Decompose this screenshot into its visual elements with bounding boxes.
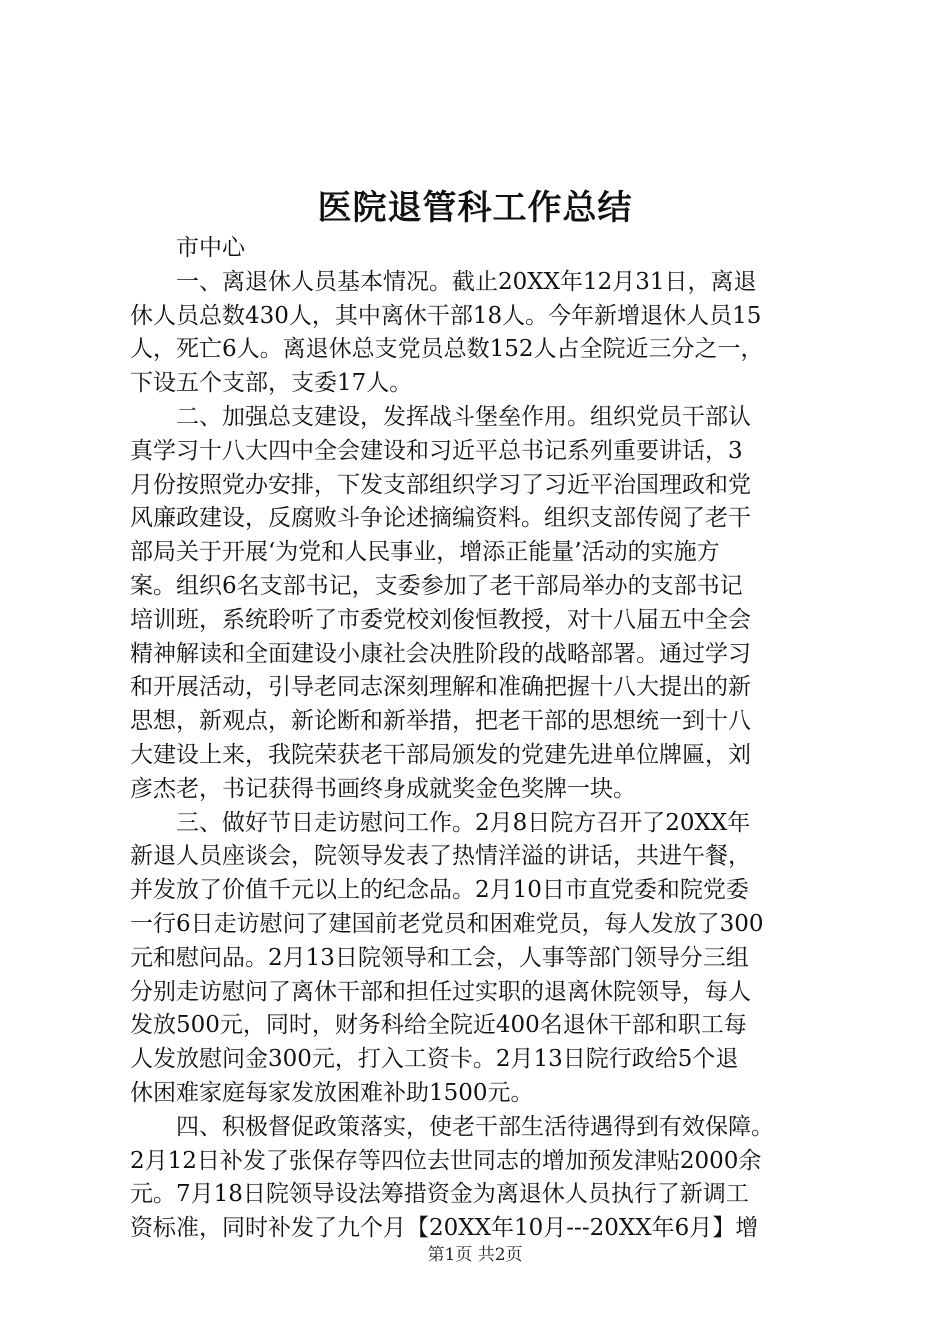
text-line: 休人员总数430人，其中离休干部18人。今年新增退休人员15 [130, 302, 762, 329]
text-line: 月份按照党办安排，下发支部组织学习了习近平治国理政和党 [130, 471, 751, 498]
text-line: 一、离退休人员基本情况。截止20XX年12月31日，离退 [176, 268, 757, 295]
page-title: 医院退管科工作总结 [317, 188, 633, 228]
text-line: 新退人员座谈会，院领导发表了热情洋溢的讲话，共进午餐， [130, 843, 751, 870]
text-line: 风廉政建设，反腐败斗争论述摘编资料。组织支部传阅了老干 [130, 505, 751, 532]
text-line: 三、做好节日走访慰问工作。2月8日院方召开了20XX年 [176, 809, 751, 836]
page-number-footer: 第1页 共2页 [427, 1245, 523, 1265]
document-body [130, 232, 856, 1246]
text-line: 市中心 [176, 235, 245, 261]
text-line: 四、积极督促政策落实，使老干部生活待遇得到有效保障。 [176, 1113, 774, 1140]
text-line: 并发放了价值千元以上的纪念品。2月10日市直党委和院党委 [130, 877, 749, 904]
text-line: 思想，新观点，新论断和新举措，把老干部的思想统一到十八 [130, 708, 751, 735]
text-line: 人发放慰问金300元，打入工资卡。2月13日院行政给5个退 [130, 1046, 739, 1073]
text-line: 分别走访慰问了离休干部和担任过实职的退离休院领导，每人 [130, 978, 751, 1005]
text-line: 下设五个支部，支委17人。 [130, 370, 413, 397]
text-line: 真学习十八大四中全会建设和习近平总书记系列重要讲话，3 [130, 437, 743, 464]
text-line: 和开展活动，引导老同志深刻理解和准确把握十八大提出的新 [130, 674, 751, 701]
text-line: 2月12日补发了张保存等四位去世同志的增加预发津贴2000余 [130, 1147, 762, 1174]
text-line: 二、加强总支建设，发挥战斗堡垒作用。组织党员干部认 [176, 403, 751, 430]
text-line: 一行6日走访慰问了建国前老党员和困难党员，每人发放了300 [130, 910, 764, 937]
text-line: 发放500元，同时，财务科给全院近400名退休干部和职工每 [130, 1012, 747, 1039]
text-line: 元和慰问品。2月13日院领导和工会，人事等部门领导分三组 [130, 944, 749, 971]
text-line: 彦杰老，书记获得书画终身成就奖金色奖牌一块。 [130, 775, 636, 802]
text-line: 精神解读和全面建设小康社会决胜阶段的战略部署。通过学习 [130, 640, 751, 667]
text-line: 元。7月18日院领导设法筹措资金为离退休人员执行了新调工 [130, 1181, 749, 1208]
text-line: 大建设上来，我院荣获老干部局颁发的党建先进单位牌匾，刘 [130, 741, 751, 768]
text-line: 资标准，同时补发了九个月【20XX年10月---20XX年6月】增 [130, 1215, 759, 1242]
text-line: 休困难家庭每家发放困难补助1500元。 [130, 1079, 534, 1106]
text-line: 案。组织6名支部书记，支委参加了老干部局举办的支部书记 [130, 572, 743, 599]
text-line: 人，死亡6人。离退休总支党员总数152人占全院近三分之一， [130, 336, 764, 363]
text-line: 培训班，系统聆听了市委党校刘俊恒教授，对十八届五中全会 [130, 606, 751, 633]
text-line: 部局关于开展‘为党和人民事业，增添正能量’活动的实施方 [130, 539, 720, 566]
